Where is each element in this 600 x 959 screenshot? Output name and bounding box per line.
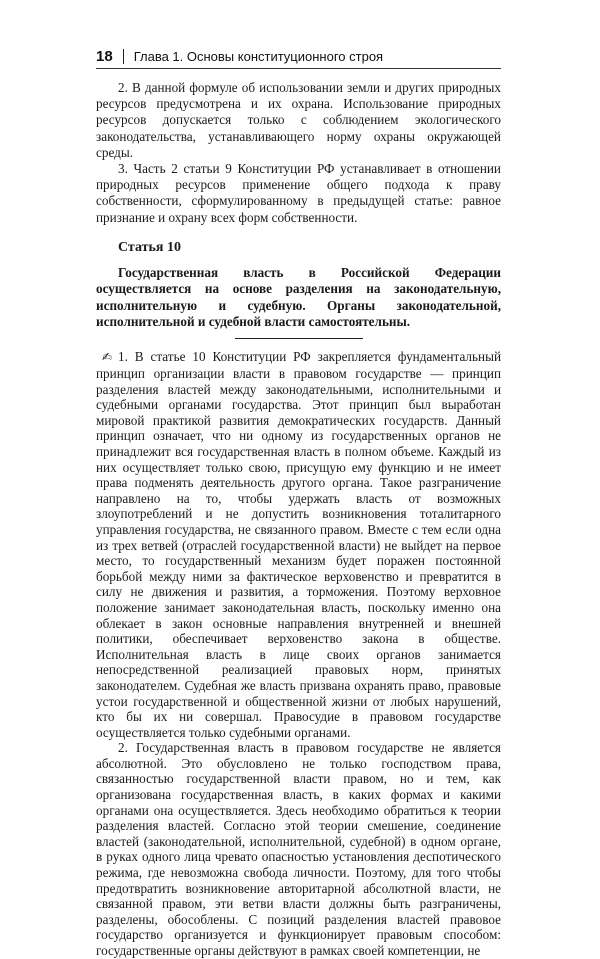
commentary-pen-icon: ✍ — [102, 350, 113, 365]
paragraph-2: 2. В данной формуле об использовании земли и других природных ресурсов предусмотрена и их охрана. Использование природных ресурсов допускается только с соблюдением экологического законодательства, устанавливающего норму охраны окружающей среды. — [96, 80, 501, 160]
article-text: Государственная власть в Российской Федерации осуществляется на основе разделения на законодательную, исполнительную и судебную. Органы законодательной, исполнительной и судебной власти самостоятельны. — [96, 264, 501, 330]
commentary-paragraph-1 — [96, 349, 501, 740]
commentary-text-1: 1. В статье 10 Конституции РФ закрепляется фундаментальный принцип организации власти в правовом государстве — принцип разделения властей между законодательными, исполнительными и судебными органами государства. Этот принцип был выработан мировой практикой развития демократических государств. Данный принцип означает, что ни одному из государственных органов не принадлежит вся государственная власть в полном объеме. Каждый из них осуществляет только свою, присущую ему функцию и не имеет права подменять деятельность другого органа. Такое разграничение направлено на то, чтобы удержать власть от возможных злоупотреблений и не допустить возникновения тоталитарного управления государства, не связанного правом. Вместе с тем если одна из трех ветвей (отраслей государственной власти) не выйдет на первое место, то государственный механизм будет поражен постоянной борьбой между ними за фактическое верховенство и превратится в силу не движения и развития, а торможения. Поэтому верховное положение занимает законодательная власть, поскольку именно она облекает в закон основные направления внутренней и внешней политики, обеспечивает верховенство закона в обществе. Исполнительная власть в лице своих органов занимается непосредственной реализацией правовых норм, принятых законодателем. Судебная же власть призвана охранять право, правовые устои государственной и общественной жизни от любых нарушений, кто бы их ни совершал. Правосудие в правовом государстве осуществляется только судебными органами. — [96, 349, 501, 740]
running-header — [96, 48, 383, 65]
header-separator — [123, 49, 124, 64]
commentary-block — [96, 349, 501, 958]
page-number: 18 — [96, 48, 113, 65]
header-rule — [96, 68, 501, 69]
commentary-paragraph-2: 2. Государственная власть в правовом государстве не является абсолютной. Это обусловлено не только господством права, связанностью государственной власти правом, но и тем, как организована государственная власть, в каких формах и какими органами она осуществляется. Здесь необходимо обратиться к теории разделения властей. Согласно этой теории смешение, соединение властей (законодательной, исполнительной, судебной) в одном органе, в руках одного лица чревато опасностью установления деспотического режима, где невозможна свобода личности. Поэтому, для того чтобы предотвратить возникновение авторитарной абсолютной власти, не связанной правом, эти ветви власти должны быть разграничены, разделены, обособлены. С позиций разделения властей правовое государство организуется и функционирует правовым способом: государственные органы действуют в рамках своей компетенции, не — [96, 740, 501, 959]
intro-block — [96, 72, 501, 226]
chapter-title: Глава 1. Основы конституционного строя — [133, 49, 384, 64]
article-title: Статья 10 — [118, 239, 181, 255]
article-rule — [235, 338, 363, 339]
paragraph-3: 3. Часть 2 статьи 9 Конституции РФ устанавливает в отношении природных ресурсов применение общего подхода к праву собственности, сформулированному в предыдущей статье: равное признание и охрану всех форм собственности. — [96, 161, 501, 225]
page-body — [96, 72, 501, 959]
